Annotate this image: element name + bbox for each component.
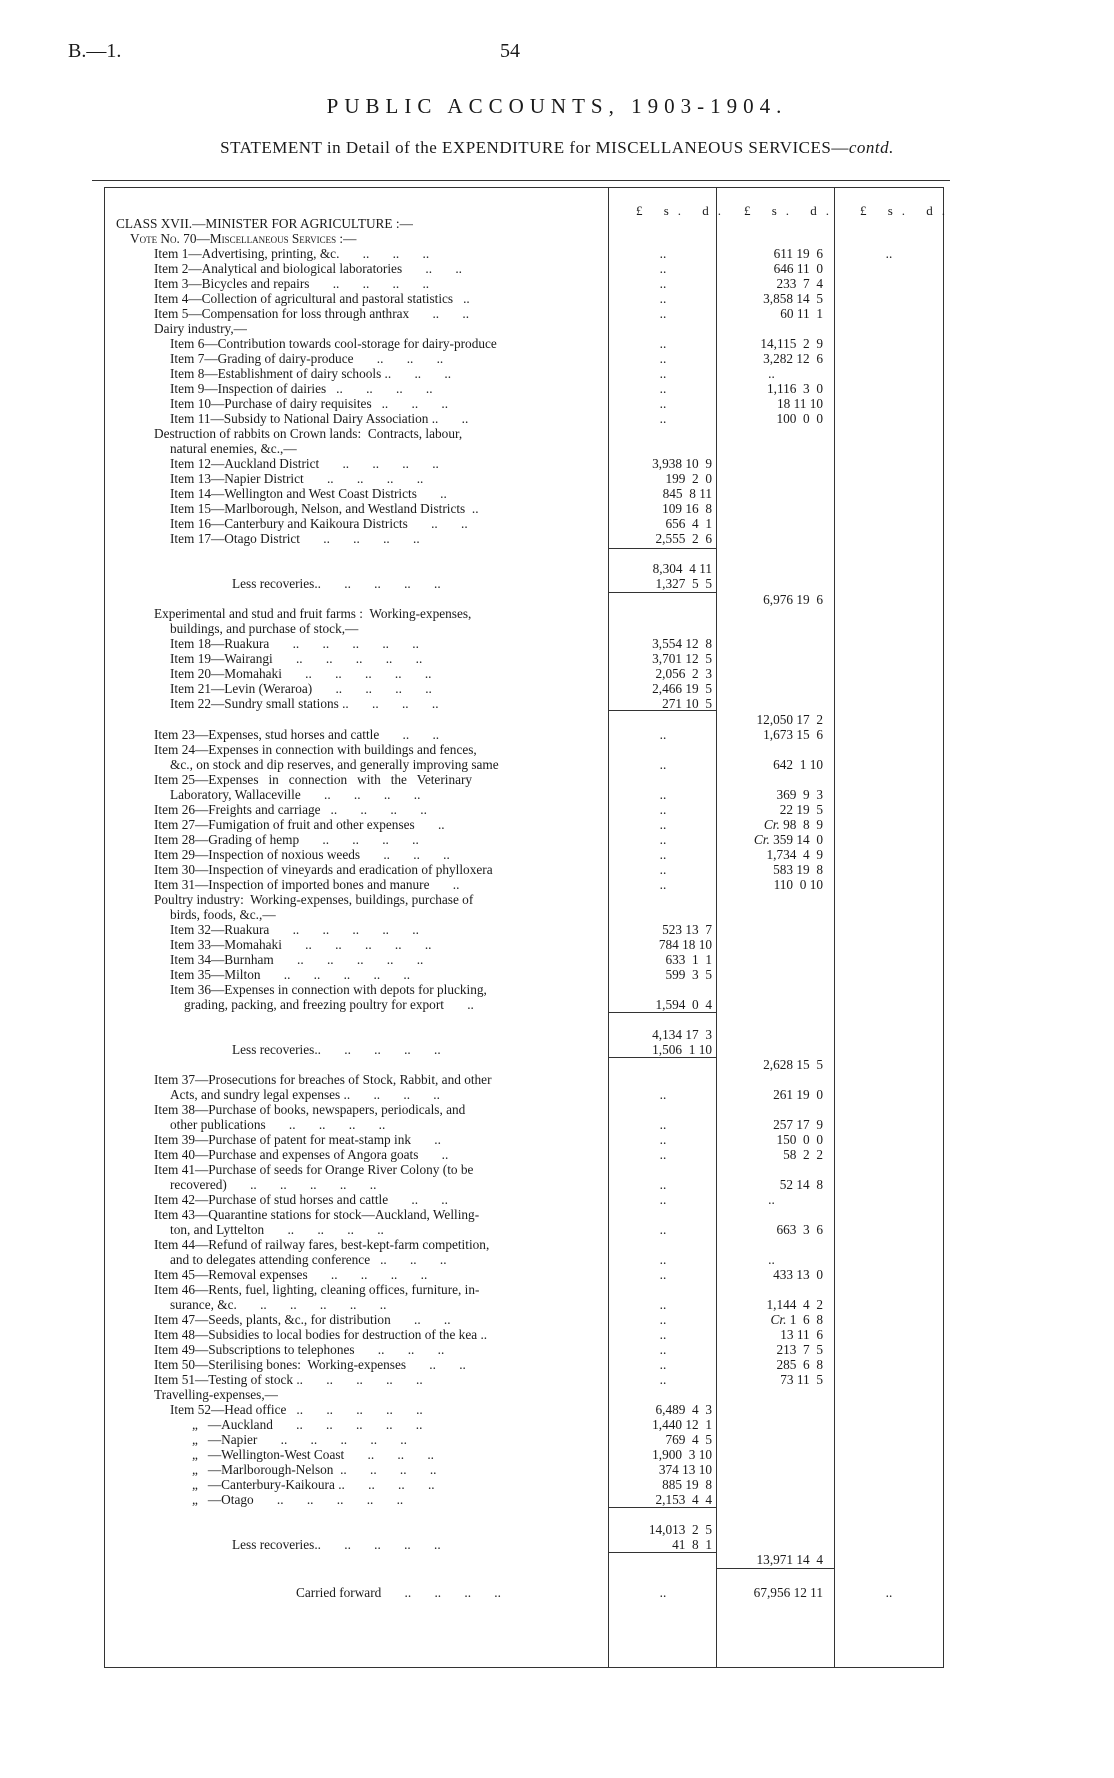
row-description: Item 18—Ruakura .. .. .. .. .. bbox=[170, 636, 419, 651]
row-description: Item 33—Momahaki .. .. .. .. .. bbox=[170, 937, 432, 952]
table-row bbox=[0, 817, 1114, 832]
amount-item: 60 11 1 bbox=[780, 306, 823, 321]
amount-subitem: 271 10 5 bbox=[662, 696, 712, 711]
amount-item: 213 7 5 bbox=[776, 1342, 823, 1357]
sum-rule bbox=[716, 1568, 834, 1569]
row-description: Item 29—Inspection of noxious weeds .. .. .. bbox=[154, 847, 450, 862]
amount-subitem: 3,938 10 9 bbox=[652, 456, 712, 471]
row-description: Item 8—Establishment of dairy schools .. .. .. bbox=[170, 366, 452, 381]
amount-subitem: 3,554 12 8 bbox=[652, 636, 712, 651]
table-row bbox=[0, 1522, 1114, 1537]
row-description: birds, foods, &c.,— bbox=[170, 907, 276, 922]
row-description: Item 19—Wairangi .. .. .. .. .. bbox=[170, 651, 423, 666]
amount-item: 433 13 0 bbox=[773, 1267, 823, 1282]
amount-item: 611 19 6 bbox=[773, 246, 823, 261]
row-description: Item 48—Subsidies to local bodies for destruction of the kea .. bbox=[154, 1327, 488, 1342]
table-row bbox=[0, 471, 1114, 486]
table-row bbox=[0, 742, 1114, 757]
amount-subitem: 1,506 1 10 bbox=[652, 1042, 712, 1057]
row-description: „ —Wellington-West Coast .. .. .. bbox=[192, 1447, 434, 1462]
amount-item: 1,144 4 2 bbox=[766, 1297, 823, 1312]
row-description: Item 2—Analytical and biological laboratories .. .. bbox=[154, 261, 462, 276]
table-row bbox=[0, 802, 1114, 817]
row-description: Item 3—Bicycles and repairs .. .. .. .. bbox=[154, 276, 430, 291]
row-description: Less recoveries.. .. .. .. .. bbox=[232, 576, 441, 591]
amount-total: .. bbox=[885, 246, 893, 261]
amount-subitem: 885 19 8 bbox=[662, 1477, 712, 1492]
subtitle-main: STATEMENT in Detail of the EXPENDITURE for MISCELLANEOUS SERVICES— bbox=[220, 138, 849, 157]
table-row bbox=[0, 787, 1114, 802]
amount-subitem: 8,304 4 11 bbox=[652, 561, 712, 576]
amount-item: 13 11 6 bbox=[780, 1327, 823, 1342]
amount-subitem: 6,489 4 3 bbox=[655, 1402, 712, 1417]
row-description: Less recoveries.. .. .. .. .. bbox=[232, 1042, 441, 1057]
amount-item: 6,976 19 6 bbox=[763, 592, 823, 607]
row-description: Item 15—Marlborough, Nelson, and Westland Districts .. bbox=[170, 501, 479, 516]
amount-item: 14,115 2 9 bbox=[760, 336, 823, 351]
amount-item: 1,734 4 9 bbox=[766, 847, 823, 862]
row-description: Item 10—Purchase of dairy requisites .. .. .. bbox=[170, 396, 449, 411]
table-row bbox=[0, 456, 1114, 471]
table-row bbox=[0, 922, 1114, 937]
table-row bbox=[0, 727, 1114, 742]
row-description: Laboratory, Wallaceville .. .. .. .. bbox=[170, 787, 421, 802]
table-row bbox=[0, 1552, 1114, 1567]
amount-subitem: 2,153 4 4 bbox=[655, 1492, 712, 1507]
amount-subitem: 2,056 2 3 bbox=[655, 666, 712, 681]
amount-subitem: .. bbox=[659, 862, 667, 877]
amount-subitem: .. bbox=[659, 1342, 667, 1357]
table-row bbox=[0, 772, 1114, 787]
subtitle-contd: contd. bbox=[848, 138, 894, 157]
amount-subitem: 41 8 1 bbox=[672, 1537, 712, 1552]
amount-item: 642 1 10 bbox=[773, 757, 823, 772]
amount-subitem: .. bbox=[659, 351, 667, 366]
table-row bbox=[0, 291, 1114, 306]
table-row bbox=[0, 231, 1114, 246]
table-row bbox=[0, 606, 1114, 621]
amount-subitem: 633 1 1 bbox=[665, 952, 712, 967]
table-row bbox=[0, 1537, 1114, 1552]
table-row bbox=[0, 832, 1114, 847]
amount-subitem: .. bbox=[659, 396, 667, 411]
row-description: Item 6—Contribution towards cool-storage for dairy-produce bbox=[170, 336, 497, 351]
amount-item: 73 11 5 bbox=[780, 1372, 823, 1387]
row-description: Item 14—Wellington and West Coast Districts .. bbox=[170, 486, 447, 501]
row-description: surance, &c. .. .. .. .. .. bbox=[170, 1297, 387, 1312]
amount-item: 1,116 3 0 bbox=[766, 381, 823, 396]
amount-subitem: 1,440 12 1 bbox=[652, 1417, 712, 1432]
table-row bbox=[0, 396, 1114, 411]
amount-subitem: 845 8 11 bbox=[662, 486, 712, 501]
row-description: Item 28—Grading of hemp .. .. .. .. bbox=[154, 832, 419, 847]
row-description: Item 25—Expenses in connection with the Veterinary bbox=[154, 772, 473, 787]
row-description: Travelling-expenses,— bbox=[154, 1387, 278, 1402]
row-description: Item 32—Ruakura .. .. .. .. .. bbox=[170, 922, 419, 937]
table-row bbox=[0, 426, 1114, 441]
table-row bbox=[0, 306, 1114, 321]
row-description: Item 12—Auckland District .. .. .. .. bbox=[170, 456, 439, 471]
table-row bbox=[0, 276, 1114, 291]
table-row bbox=[0, 1042, 1114, 1057]
row-description: other publications .. .. .. .. bbox=[170, 1117, 386, 1132]
amount-subitem: 374 13 10 bbox=[658, 1462, 712, 1477]
row-description: Carried forward .. .. .. .. bbox=[296, 1585, 501, 1600]
table-row bbox=[0, 666, 1114, 681]
amount-item: 58 2 2 bbox=[783, 1147, 823, 1162]
row-description: Item 43—Quarantine stations for stock—Auckland, Welling- bbox=[154, 1207, 480, 1222]
amount-subitem: .. bbox=[659, 1117, 667, 1132]
row-description: Item 30—Inspection of vineyards and eradication of phylloxera bbox=[154, 862, 493, 877]
table-row bbox=[0, 321, 1114, 336]
amount-subitem: .. bbox=[659, 847, 667, 862]
table-row bbox=[0, 1237, 1114, 1252]
row-description: Item 40—Purchase and expenses of Angora goats .. bbox=[154, 1147, 449, 1162]
amount-subitem: .. bbox=[659, 832, 667, 847]
table-row bbox=[0, 982, 1114, 997]
row-description: Item 35—Milton .. .. .. .. .. bbox=[170, 967, 411, 982]
column-header-3: £ s. d. bbox=[860, 203, 955, 218]
amount-subitem: .. bbox=[659, 291, 667, 306]
amount-subitem: 2,466 19 5 bbox=[652, 681, 712, 696]
sum-rule bbox=[608, 710, 716, 711]
row-description: Item 22—Sundry small stations .. .. .. .. bbox=[170, 696, 439, 711]
amount-subitem: 769 4 5 bbox=[665, 1432, 712, 1447]
row-description: Item 5—Compensation for loss through anthrax .. .. bbox=[154, 306, 470, 321]
row-description: Item 37—Prosecutions for breaches of Stock, Rabbit, and other bbox=[154, 1072, 492, 1087]
table-row bbox=[0, 1327, 1114, 1342]
table-row bbox=[0, 261, 1114, 276]
table-row bbox=[0, 1387, 1114, 1402]
amount-item: 18 11 10 bbox=[776, 396, 823, 411]
table-row bbox=[0, 1492, 1114, 1507]
table-row bbox=[0, 937, 1114, 952]
row-description: ton, and Lyttelton .. .. .. .. bbox=[170, 1222, 384, 1237]
row-description: Acts, and sundry legal expenses .. .. .. .. bbox=[170, 1087, 440, 1102]
amount-subitem: .. bbox=[659, 787, 667, 802]
table-row bbox=[0, 1207, 1114, 1222]
table-row bbox=[0, 1297, 1114, 1312]
table-row bbox=[0, 1402, 1114, 1417]
row-description: Item 26—Freights and carriage .. .. .. .. bbox=[154, 802, 427, 817]
table-row bbox=[0, 1432, 1114, 1447]
amount-item: Cr. 359 14 0 bbox=[753, 832, 823, 847]
table-row bbox=[0, 1027, 1114, 1042]
table-row bbox=[0, 1072, 1114, 1087]
amount-subitem: .. bbox=[659, 1327, 667, 1342]
amount-subitem: .. bbox=[659, 261, 667, 276]
row-description: Item 41—Purchase of seeds for Orange River Colony (to be bbox=[154, 1162, 474, 1177]
amount-subitem: 1,900 3 10 bbox=[652, 1447, 712, 1462]
table-row bbox=[0, 576, 1114, 591]
table-row bbox=[0, 1462, 1114, 1477]
amount-subitem: .. bbox=[659, 1357, 667, 1372]
table-row bbox=[0, 862, 1114, 877]
table-row bbox=[0, 997, 1114, 1012]
row-description: Item 11—Subsidy to National Dairy Association .. .. bbox=[170, 411, 469, 426]
amount-subitem: .. bbox=[659, 817, 667, 832]
table-row bbox=[0, 712, 1114, 727]
table-row bbox=[0, 531, 1114, 546]
row-description: Destruction of rabbits on Crown lands: Contracts, labour, bbox=[154, 426, 463, 441]
amount-item: 3,282 12 6 bbox=[763, 351, 823, 366]
table-row bbox=[0, 351, 1114, 366]
table-row bbox=[0, 592, 1114, 607]
amount-subitem: .. bbox=[659, 1222, 667, 1237]
amount-item: .. bbox=[768, 1192, 775, 1207]
table-row bbox=[0, 561, 1114, 576]
table-row bbox=[0, 967, 1114, 982]
amount-subitem: 656 4 1 bbox=[665, 516, 712, 531]
row-description: Item 1—Advertising, printing, &c. .. .. .. bbox=[154, 246, 430, 261]
row-description: Item 45—Removal expenses .. .. .. .. bbox=[154, 1267, 428, 1282]
sum-rule bbox=[608, 1057, 716, 1058]
row-description: Item 50—Sterilising bones: Working-expenses .. .. bbox=[154, 1357, 466, 1372]
amount-item: 233 7 4 bbox=[776, 276, 823, 291]
row-description: Item 47—Seeds, plants, &c., for distribution .. .. bbox=[154, 1312, 451, 1327]
table-row bbox=[0, 636, 1114, 651]
amount-subitem: .. bbox=[659, 1177, 667, 1192]
table-row bbox=[0, 1147, 1114, 1162]
row-description: Item 9—Inspection of dairies .. .. .. .. bbox=[170, 381, 433, 396]
amount-item: 67,956 12 11 bbox=[753, 1585, 823, 1600]
row-description: Vote No. 70—Miscellaneous Services :— bbox=[130, 231, 357, 246]
row-description: Item 23—Expenses, stud horses and cattle .. .. bbox=[154, 727, 440, 742]
table-row bbox=[0, 411, 1114, 426]
amount-subitem: .. bbox=[659, 802, 667, 817]
amount-item: 2,628 15 5 bbox=[763, 1057, 823, 1072]
row-description: Item 44—Refund of railway fares, best-kept-farm competition, bbox=[154, 1237, 490, 1252]
amount-subitem: 199 2 0 bbox=[665, 471, 712, 486]
amount-subitem: 2,555 2 6 bbox=[655, 531, 712, 546]
table-row bbox=[0, 441, 1114, 456]
table-row bbox=[0, 246, 1114, 261]
amount-subitem: 14,013 2 5 bbox=[648, 1522, 712, 1537]
amount-subitem: .. bbox=[659, 1297, 667, 1312]
table-row bbox=[0, 1342, 1114, 1357]
row-description: Less recoveries.. .. .. .. .. bbox=[232, 1537, 441, 1552]
table-row bbox=[0, 366, 1114, 381]
row-description: grading, packing, and freezing poultry for export .. bbox=[184, 997, 474, 1012]
row-description: Item 42—Purchase of stud horses and cattle .. .. bbox=[154, 1192, 448, 1207]
row-description: Item 17—Otago District .. .. .. .. bbox=[170, 531, 420, 546]
amount-subitem: .. bbox=[659, 1087, 667, 1102]
row-description: Item 16—Canterbury and Kaikoura Districts .. .. bbox=[170, 516, 468, 531]
table-row bbox=[0, 381, 1114, 396]
amount-item: 1,673 15 6 bbox=[763, 727, 823, 742]
row-description: &c., on stock and dip reserves, and generally improving same bbox=[170, 757, 499, 772]
table-row bbox=[0, 877, 1114, 892]
top-rule bbox=[92, 180, 950, 181]
row-description: and to delegates attending conference .. .. .. bbox=[170, 1252, 447, 1267]
amount-item: 583 19 8 bbox=[773, 862, 823, 877]
row-description: Item 20—Momahaki .. .. .. .. .. bbox=[170, 666, 432, 681]
amount-item: 663 3 6 bbox=[776, 1222, 823, 1237]
amount-subitem: .. bbox=[659, 1252, 667, 1267]
row-description: „ —Canterbury-Kaikoura .. .. .. .. bbox=[192, 1477, 435, 1492]
table-row bbox=[0, 907, 1114, 922]
amount-total: .. bbox=[885, 1585, 893, 1600]
amount-subitem: .. bbox=[659, 1267, 667, 1282]
row-description: recovered) .. .. .. .. .. bbox=[170, 1177, 377, 1192]
sum-rule bbox=[608, 548, 716, 549]
amount-item: Cr. 98 8 9 bbox=[763, 817, 823, 832]
amount-item: 110 0 10 bbox=[773, 877, 823, 892]
amount-item: 285 6 8 bbox=[776, 1357, 823, 1372]
table-row bbox=[0, 501, 1114, 516]
table-row bbox=[0, 1252, 1114, 1267]
sum-rule bbox=[608, 592, 716, 593]
sum-rule bbox=[608, 1012, 716, 1013]
sum-rule bbox=[608, 1507, 716, 1508]
amount-item: 261 19 0 bbox=[773, 1087, 823, 1102]
amount-subitem: .. bbox=[659, 306, 667, 321]
table-row bbox=[0, 1447, 1114, 1462]
table-row bbox=[0, 1177, 1114, 1192]
table-row bbox=[0, 336, 1114, 351]
row-description: „ —Auckland .. .. .. .. .. bbox=[192, 1417, 423, 1432]
amount-item: 100 0 0 bbox=[776, 411, 823, 426]
amount-item: 257 17 9 bbox=[773, 1117, 823, 1132]
amount-subitem: .. bbox=[659, 411, 667, 426]
table-row bbox=[0, 1057, 1114, 1072]
row-description: Item 7—Grading of dairy-produce .. .. .. bbox=[170, 351, 444, 366]
table-row bbox=[0, 1087, 1114, 1102]
table-row bbox=[0, 847, 1114, 862]
row-description: Poultry industry: Working-expenses, buildings, purchase of bbox=[154, 892, 474, 907]
row-description: natural enemies, &c.,— bbox=[170, 441, 297, 456]
table-row bbox=[0, 681, 1114, 696]
table-row bbox=[0, 1132, 1114, 1147]
row-description: Item 21—Levin (Weraroa) .. .. .. .. bbox=[170, 681, 432, 696]
amount-subitem: .. bbox=[659, 1147, 667, 1162]
row-description: buildings, and purchase of stock,— bbox=[170, 621, 359, 636]
row-description: Item 49—Subscriptions to telephones .. .. .. bbox=[154, 1342, 445, 1357]
amount-subitem: .. bbox=[659, 336, 667, 351]
amount-subitem: 784 18 10 bbox=[658, 937, 712, 952]
table-row bbox=[0, 1117, 1114, 1132]
table-row bbox=[0, 1585, 1114, 1600]
table-row bbox=[0, 651, 1114, 666]
column-header-2: £ s. d. bbox=[744, 203, 839, 218]
amount-subitem: .. bbox=[659, 1132, 667, 1147]
amount-item: 646 11 0 bbox=[773, 261, 823, 276]
amount-subitem: .. bbox=[659, 757, 667, 772]
row-description: Item 52—Head office .. .. .. .. .. bbox=[170, 1402, 423, 1417]
amount-subitem: .. bbox=[659, 1585, 667, 1600]
amount-subitem: .. bbox=[659, 877, 667, 892]
table-row bbox=[0, 952, 1114, 967]
amount-subitem: .. bbox=[659, 1372, 667, 1387]
table-row bbox=[0, 621, 1114, 636]
table-row bbox=[0, 486, 1114, 501]
page-number: 54 bbox=[500, 40, 520, 62]
table-row bbox=[0, 1162, 1114, 1177]
amount-subitem: .. bbox=[659, 727, 667, 742]
column-header-1: £ s. d. bbox=[636, 203, 731, 218]
row-description: „ —Napier .. .. .. .. .. bbox=[192, 1432, 407, 1447]
row-description: Experimental and stud and fruit farms : Working-expenses, bbox=[154, 606, 472, 621]
amount-item: .. bbox=[768, 366, 775, 381]
amount-subitem: .. bbox=[659, 276, 667, 291]
table-row bbox=[0, 516, 1114, 531]
amount-item: 22 19 5 bbox=[779, 802, 823, 817]
amount-subitem: 599 3 5 bbox=[665, 967, 712, 982]
table-row bbox=[0, 1477, 1114, 1492]
amount-subitem: .. bbox=[659, 246, 667, 261]
sum-rule bbox=[608, 1552, 716, 1553]
table-row bbox=[0, 216, 1114, 231]
amount-subitem: 1,327 5 5 bbox=[655, 576, 712, 591]
table-row bbox=[0, 1282, 1114, 1297]
amount-subitem: 523 13 7 bbox=[662, 922, 712, 937]
row-description: Item 34—Burnham .. .. .. .. .. bbox=[170, 952, 424, 967]
row-description: Item 36—Expenses in connection with depots for plucking, bbox=[170, 982, 487, 997]
amount-item: 3,858 14 5 bbox=[763, 291, 823, 306]
row-description: CLASS XVII.—MINISTER FOR AGRICULTURE :— bbox=[116, 216, 413, 231]
row-description: Item 51—Testing of stock .. .. .. .. .. bbox=[154, 1372, 423, 1387]
table-row bbox=[0, 1192, 1114, 1207]
row-description: Item 46—Rents, fuel, lighting, cleaning offices, furniture, in- bbox=[154, 1282, 480, 1297]
row-description: Item 4—Collection of agricultural and pastoral statistics .. bbox=[154, 291, 470, 306]
table-row bbox=[0, 892, 1114, 907]
amount-subitem: 3,701 12 5 bbox=[652, 651, 712, 666]
table-row bbox=[0, 1222, 1114, 1237]
amount-item: 12,050 17 2 bbox=[756, 712, 823, 727]
amount-subitem: .. bbox=[659, 381, 667, 396]
row-description: Item 38—Purchase of books, newspapers, periodicals, and bbox=[154, 1102, 466, 1117]
report-code: B.—1. bbox=[68, 40, 122, 62]
row-description: Item 31—Inspection of imported bones and manure .. bbox=[154, 877, 460, 892]
row-description: Item 13—Napier District .. .. .. .. bbox=[170, 471, 424, 486]
page-subtitle bbox=[0, 138, 1114, 158]
row-description: „ —Otago .. .. .. .. .. bbox=[192, 1492, 404, 1507]
table-row bbox=[0, 1267, 1114, 1282]
amount-subitem: 4,134 17 3 bbox=[652, 1027, 712, 1042]
row-description: „ —Marlborough-Nelson .. .. .. .. bbox=[192, 1462, 437, 1477]
row-description: Item 27—Fumigation of fruit and other expenses .. bbox=[154, 817, 445, 832]
table-row bbox=[0, 1102, 1114, 1117]
amount-subitem: .. bbox=[659, 1192, 667, 1207]
amount-item: 13,971 14 4 bbox=[756, 1552, 823, 1567]
row-description: Item 24—Expenses in connection with buildings and fences, bbox=[154, 742, 477, 757]
amount-item: .. bbox=[768, 1252, 775, 1267]
amount-item: 52 14 8 bbox=[779, 1177, 823, 1192]
row-description: Item 39—Purchase of patent for meat-stamp ink .. bbox=[154, 1132, 441, 1147]
amount-subitem: .. bbox=[659, 1312, 667, 1327]
amount-subitem: .. bbox=[659, 366, 667, 381]
table-row bbox=[0, 1312, 1114, 1327]
row-description: Dairy industry,— bbox=[154, 321, 247, 336]
table-row bbox=[0, 696, 1114, 711]
amount-item: 150 0 0 bbox=[776, 1132, 823, 1147]
amount-item: Cr. 1 6 8 bbox=[770, 1312, 823, 1327]
table-row bbox=[0, 1357, 1114, 1372]
amount-subitem: 109 16 8 bbox=[662, 501, 712, 516]
page-title: PUBLIC ACCOUNTS, 1903-1904. bbox=[326, 94, 788, 118]
table-row bbox=[0, 1372, 1114, 1387]
table-row bbox=[0, 1417, 1114, 1432]
amount-item: 369 9 3 bbox=[776, 787, 823, 802]
table-row bbox=[0, 757, 1114, 772]
amount-subitem: 1,594 0 4 bbox=[655, 997, 712, 1012]
